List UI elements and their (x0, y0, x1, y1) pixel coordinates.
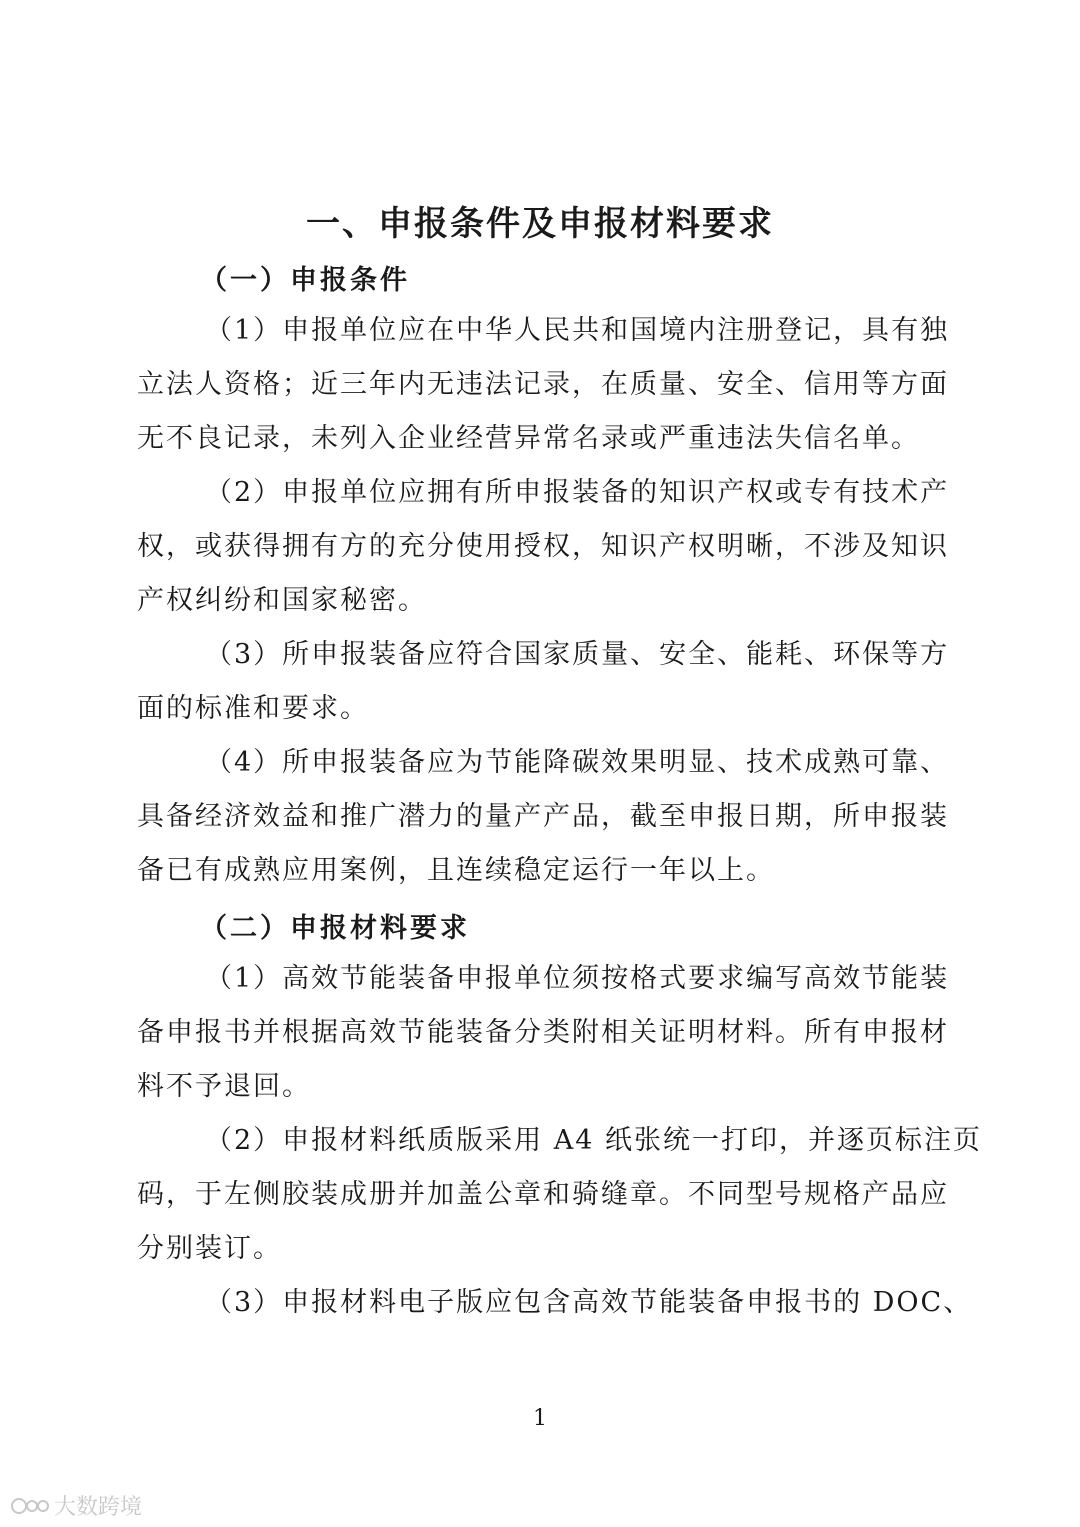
paragraph-material-1 (137, 952, 950, 1114)
paragraph-material-2 (137, 1114, 983, 1276)
text-line: （3）所申报装备应符合国家质量、安全、能耗、环保等方 (205, 639, 950, 670)
paragraph-material-3 (137, 1276, 973, 1330)
text-line: 权，或获得拥有方的充分使用授权，知识产权明晰，不涉及知识 (137, 531, 949, 562)
text-line: 具备经济效益和推广潜力的量产产品，截至申报日期，所申报装 (137, 801, 949, 832)
watermark-text: 大数跨境 (54, 1495, 143, 1520)
text-line: 分别装订。 (137, 1233, 282, 1264)
paragraph-condition-4 (137, 736, 950, 898)
page-title: 一、申报条件及申报材料要求 (306, 204, 774, 244)
text-line: （2）申报单位应拥有所申报装备的知识产权或专有技术产 (205, 477, 950, 508)
paragraph-condition-1 (137, 304, 950, 466)
paragraph-condition-3 (137, 628, 950, 736)
text-line: （4）所申报装备应为节能降碳效果明显、技术成熟可靠、 (205, 747, 950, 778)
text-line: （2）申报材料纸质版采用 A4 纸张统一打印，并逐页标注页 (205, 1125, 983, 1156)
text-line: 面的标准和要求。 (137, 693, 369, 724)
text-line: 码，于左侧胶装成册并加盖公章和骑缝章。不同型号规格产品应 (137, 1179, 949, 1210)
text-line: （1）高效节能装备申报单位须按格式要求编写高效节能装 (205, 963, 950, 994)
paragraph-condition-2 (137, 466, 950, 628)
text-line: 立法人资格；近三年内无违法记录，在质量、安全、信用等方面 (137, 369, 949, 400)
brand-logo-icon (10, 1495, 50, 1517)
section-heading-conditions: （一）申报条件 (200, 265, 410, 296)
text-line: 备已有成熟应用案例，且连续稳定运行一年以上。 (137, 855, 775, 886)
section-heading-materials: （二）申报材料要求 (200, 913, 470, 944)
text-line: 无不良记录，未列入企业经营异常名录或严重违法失信名单。 (137, 423, 920, 454)
text-line: 产权纠纷和国家秘密。 (137, 585, 427, 616)
page-number: 1 (533, 1406, 547, 1431)
text-line: 备申报书并根据高效节能装备分类附相关证明材料。所有申报材 (137, 1017, 949, 1048)
text-line: （3）申报材料电子版应包含高效节能装备申报书的 DOC、 (205, 1287, 973, 1318)
text-line: 料不予退回。 (137, 1071, 311, 1102)
watermark (10, 1490, 142, 1521)
text-line: （1）申报单位应在中华人民共和国境内注册登记，具有独 (205, 315, 950, 346)
